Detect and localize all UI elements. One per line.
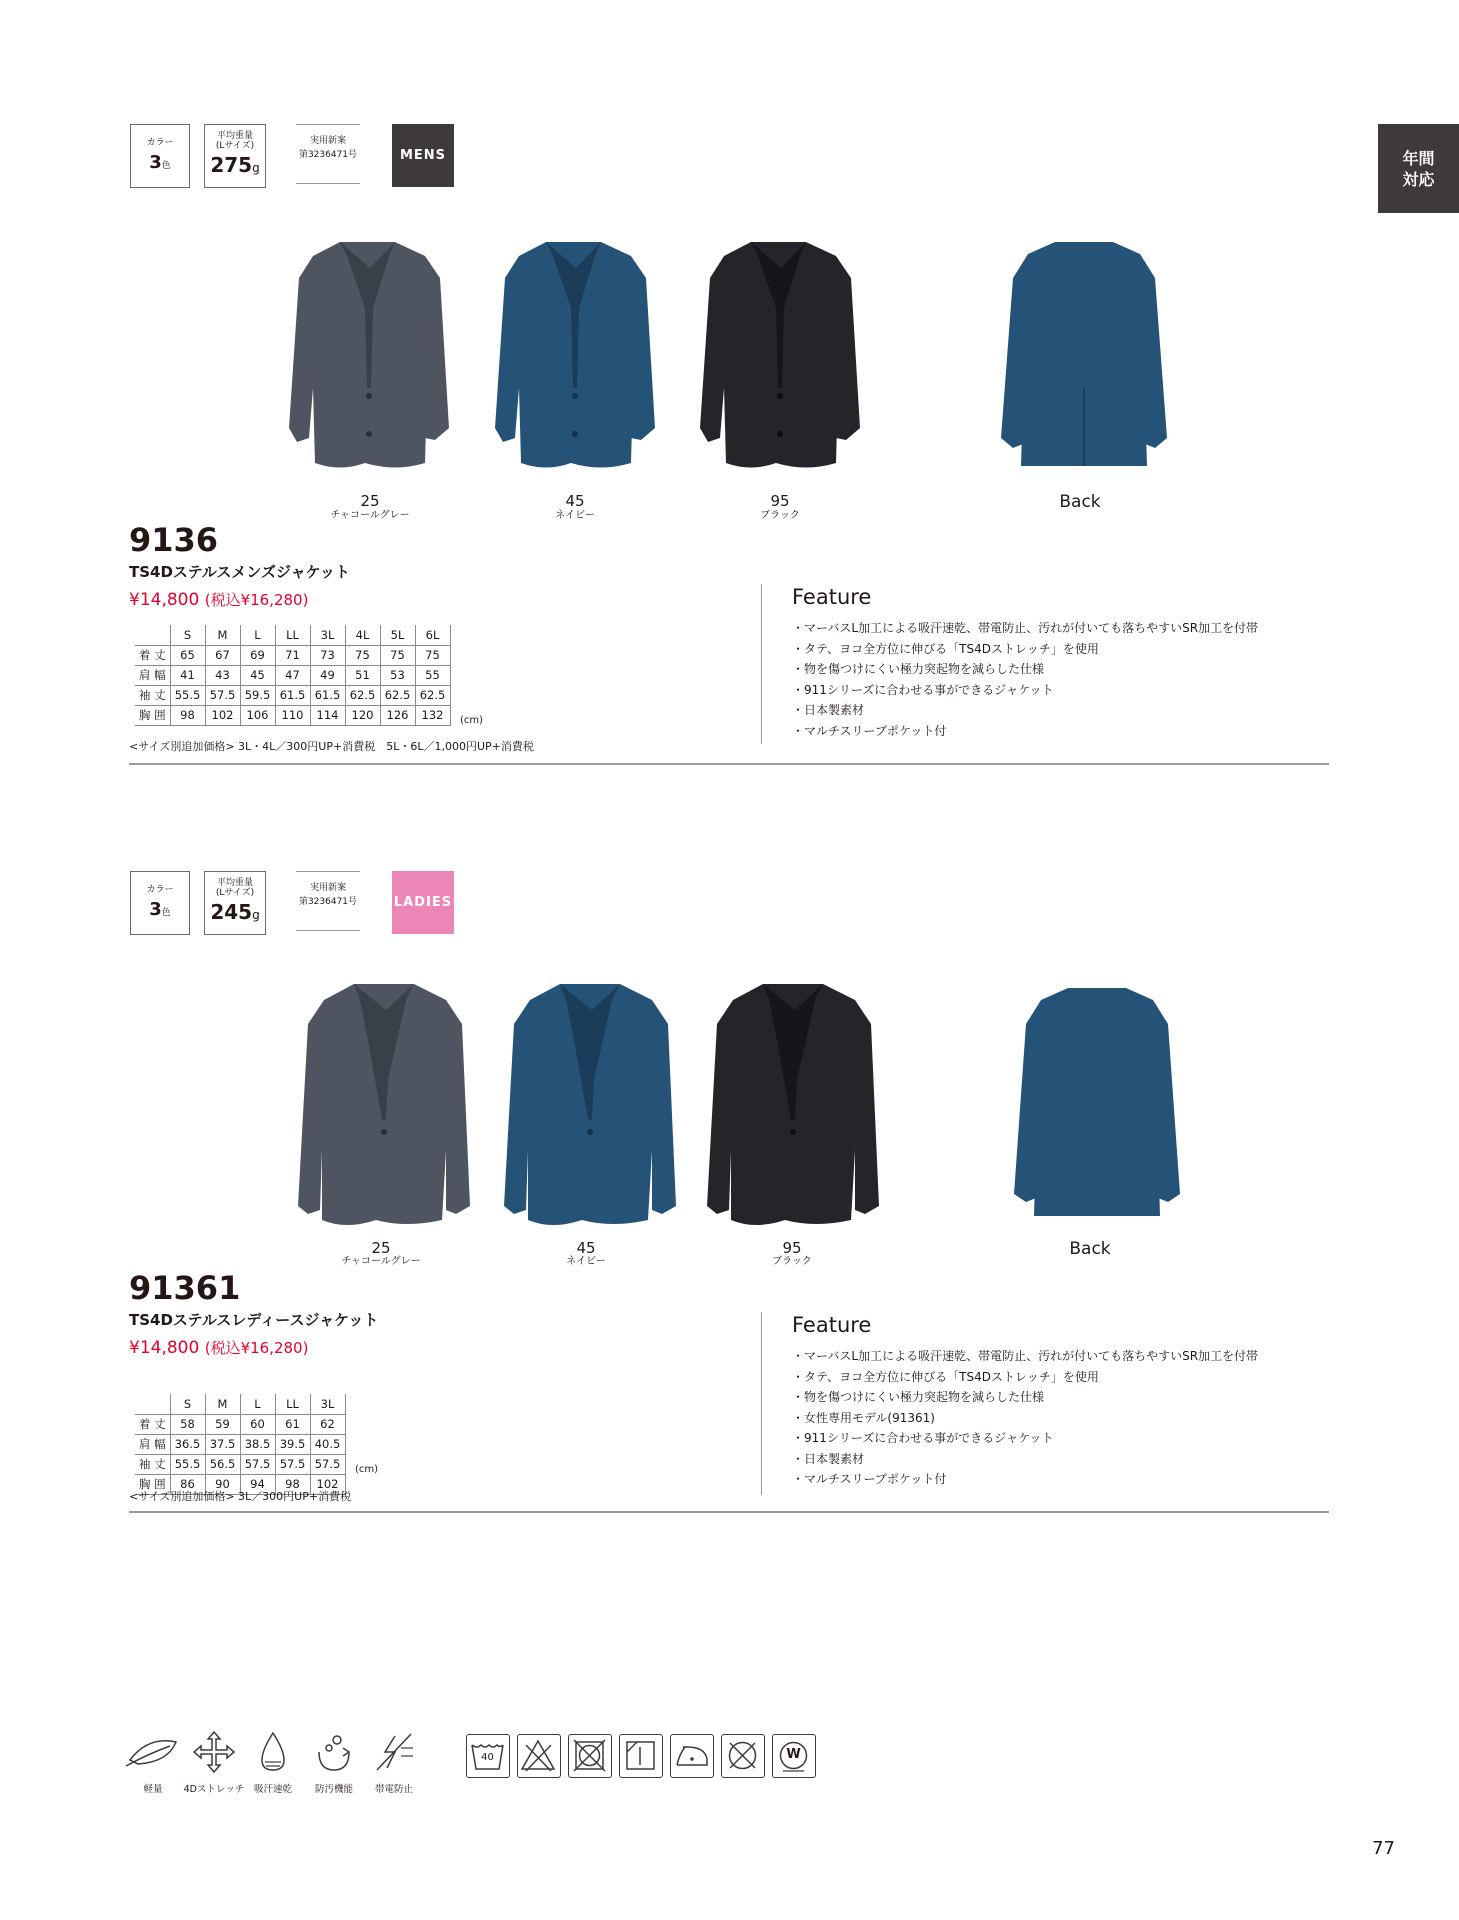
jacket-black-image — [696, 238, 866, 472]
color-name: ネイビー — [566, 1256, 606, 1267]
table-header: L — [240, 625, 275, 645]
table-row — [135, 1414, 345, 1434]
table-cell: 袖 丈 — [135, 685, 170, 705]
table-header: 6L — [415, 625, 450, 645]
table-cell: 36.5 — [170, 1434, 205, 1454]
table-cell: 肩 幅 — [135, 665, 170, 685]
color-name: ブラック — [772, 1256, 812, 1267]
weight-value: 275 — [210, 153, 253, 177]
function-label: 4Dストレッチ — [183, 1784, 245, 1795]
section-divider — [129, 763, 1329, 765]
table-cell: 60 — [240, 1414, 275, 1434]
size-table — [135, 625, 451, 726]
table-cell: 55.5 — [170, 1454, 205, 1474]
table-cell: 57.5 — [275, 1454, 310, 1474]
color-name: ネイビー — [555, 510, 595, 521]
feature-item: ・911シリーズに合わせる事ができるジャケット — [792, 1431, 1054, 1445]
table-cell: 37.5 — [205, 1434, 240, 1454]
feature-title: Feature — [792, 1313, 872, 1337]
color-count-box — [130, 871, 190, 935]
table-cell: 51 — [345, 665, 380, 685]
section-divider — [129, 1511, 1329, 1513]
table-cell: 55.5 — [170, 685, 205, 705]
table-cell: 90 — [205, 1474, 240, 1494]
table-cell: 86 — [170, 1474, 205, 1494]
color-name: チャコールグレー — [330, 510, 410, 521]
patent-number: 第3236471号 — [298, 150, 358, 160]
weight-box — [204, 871, 266, 935]
anti-static-icon — [359, 1730, 429, 1774]
patent-number: 第3236471号 — [298, 897, 358, 907]
table-cell: 41 — [170, 665, 205, 685]
table-header: 3L — [310, 625, 345, 645]
table-cell: 102 — [310, 1474, 345, 1494]
function-label: 帯電防止 — [374, 1784, 413, 1795]
table-row — [135, 1454, 345, 1474]
jacket-black-image — [705, 980, 883, 1230]
size-unit: (cm) — [355, 1464, 379, 1475]
weight-value: 245 — [210, 900, 253, 924]
table-cell: 57.5 — [205, 685, 240, 705]
weight-unit: g — [252, 161, 260, 175]
color-number: 95 — [770, 492, 790, 510]
table-cell: 106 — [240, 705, 275, 725]
table-cell: 43 — [205, 665, 240, 685]
feature-item: ・マーバスL加工による吸汗速乾、帯電防止、汚れが付いても落ちやすいSR加工を付帯 — [792, 1349, 1259, 1363]
color-number: 45 — [565, 492, 585, 510]
table-header: S — [170, 625, 205, 645]
table-cell: 45 — [240, 665, 275, 685]
table-cell: 69 — [240, 645, 275, 665]
product-code: 9136 — [129, 521, 219, 559]
weight-sub: (Lサイズ) — [215, 141, 255, 151]
table-cell: 75 — [345, 645, 380, 665]
table-header: 4L — [345, 625, 380, 645]
feature-item: ・物を傷つけにくい極力突起物を減らした仕様 — [792, 662, 1045, 676]
price-value: ¥14,800 — [129, 1338, 200, 1358]
feature-item: ・マルチスリーブポケット付 — [792, 723, 947, 738]
no-dry-clean-icon — [721, 1734, 765, 1778]
weight-label: 平均重量 — [216, 878, 253, 888]
color-count-box — [130, 124, 190, 188]
color-name: チャコールグレー — [341, 1256, 421, 1267]
table-cell: 75 — [415, 645, 450, 665]
price — [129, 590, 308, 610]
patent-box — [296, 124, 360, 184]
color-count-suffix: 色 — [161, 908, 171, 918]
color-count-suffix: 色 — [161, 161, 171, 171]
feather-icon — [118, 1730, 188, 1774]
size-unit: (cm) — [460, 715, 484, 726]
price-value: ¥14,800 — [129, 590, 200, 610]
table-cell: 62.5 — [380, 685, 415, 705]
table-row — [135, 665, 450, 685]
table-cell: 62 — [310, 1414, 345, 1434]
weight-label: 平均重量 — [216, 131, 253, 141]
price-tax: (税込¥16,280) — [204, 1339, 309, 1357]
function-label: 防汚機能 — [314, 1784, 353, 1795]
patent-box — [296, 871, 360, 931]
color-number: 25 — [360, 492, 380, 510]
table-cell: 62.5 — [415, 685, 450, 705]
back-label: Back — [1069, 1239, 1111, 1259]
table-cell: 102 — [205, 705, 240, 725]
product-name: TS4Dステルスレディースジャケット — [129, 1311, 379, 1329]
table-row — [135, 685, 450, 705]
table-header: M — [205, 1394, 240, 1414]
table-cell: 57.5 — [240, 1454, 275, 1474]
table-cell: 98 — [170, 705, 205, 725]
table-cell: 132 — [415, 705, 450, 725]
table-cell: 62.5 — [345, 685, 380, 705]
table-header: S — [170, 1394, 205, 1414]
iron-low-icon — [670, 1734, 714, 1778]
table-cell: 59.5 — [240, 685, 275, 705]
table-cell: 114 — [310, 705, 345, 725]
table-cell: 56.5 — [205, 1454, 240, 1474]
wet-clean-icon — [772, 1734, 816, 1778]
feature-item: ・タテ、ヨコ全方位に伸びる「TS4Dストレッチ」を使用 — [792, 1369, 1099, 1384]
mens-badge: MENS — [392, 124, 454, 187]
color-count-value: 3 — [149, 899, 162, 920]
feature-title: Feature — [792, 585, 872, 609]
table-header — [135, 1394, 170, 1414]
table-header-row — [135, 625, 450, 645]
table-cell: 120 — [345, 705, 380, 725]
color-number: 25 — [371, 1239, 391, 1257]
water-drop-icon — [238, 1730, 308, 1774]
color-number: 45 — [576, 1239, 596, 1257]
table-row — [135, 705, 450, 725]
weight-sub: (Lサイズ) — [215, 888, 255, 898]
page-number: 77 — [1372, 1838, 1395, 1859]
table-cell: 49 — [310, 665, 345, 685]
table-header: LL — [275, 1394, 310, 1414]
feature-item: ・マーバスL加工による吸汗速乾、帯電防止、汚れが付いても落ちやすいSR加工を付帯 — [792, 621, 1259, 635]
wet-clean-letter: W — [786, 1747, 801, 1762]
table-cell: 75 — [380, 645, 415, 665]
jacket-back-image — [995, 238, 1173, 472]
feature-item: ・女性専用モデル(91361) — [792, 1410, 935, 1425]
table-cell: 98 — [275, 1474, 310, 1494]
wash-temperature: 40 — [481, 1752, 494, 1763]
color-name: ブラック — [760, 510, 800, 521]
table-cell: 61 — [275, 1414, 310, 1434]
weight-unit: g — [252, 908, 260, 922]
table-cell: 94 — [240, 1474, 275, 1494]
size-note: <サイズ別追加価格> 3L・4L／300円UP+消費税 5L・6L／1,000円UP+消費税 — [129, 740, 534, 753]
weight-box — [204, 124, 266, 188]
table-cell: 55 — [415, 665, 450, 685]
feature-item: ・日本製素材 — [792, 1451, 865, 1466]
table-header: L — [240, 1394, 275, 1414]
table-cell: 40.5 — [310, 1434, 345, 1454]
table-row — [135, 645, 450, 665]
table-cell: 着 丈 — [135, 645, 170, 665]
color-count-label: カラー — [146, 885, 174, 895]
feature-item: ・911シリーズに合わせる事ができるジャケット — [792, 682, 1054, 697]
table-cell: 39.5 — [275, 1434, 310, 1454]
color-count-value: 3 — [149, 152, 162, 173]
feature-item: ・物を傷つけにくい極力突起物を減らした仕様 — [792, 1390, 1045, 1404]
table-cell: 65 — [170, 645, 205, 665]
wash-40-icon — [466, 1734, 510, 1778]
patent-label: 実用新案 — [309, 883, 346, 893]
feature-item: ・マルチスリーブポケット付 — [792, 1472, 947, 1486]
table-cell: 61.5 — [310, 685, 345, 705]
season-tab: 年間 対応 — [1378, 124, 1459, 213]
table-cell: 71 — [275, 645, 310, 665]
jacket-charcoal-image — [285, 238, 455, 472]
feature-item: ・日本製素材 — [792, 703, 865, 717]
table-cell: 58 — [170, 1414, 205, 1434]
table-cell: 47 — [275, 665, 310, 685]
product-name: TS4Dステルスメンズジャケット — [129, 563, 350, 581]
table-cell: 袖 丈 — [135, 1454, 170, 1474]
feature-block — [761, 584, 1258, 744]
jacket-charcoal-image — [296, 980, 474, 1230]
color-number: 95 — [782, 1239, 802, 1257]
table-cell: 110 — [275, 705, 310, 725]
size-note: <サイズ別追加価格> 3L／300円UP+消費税 — [129, 1490, 352, 1503]
no-bleach-icon — [517, 1734, 561, 1778]
function-label: 吸汗速乾 — [253, 1784, 292, 1795]
table-cell: 126 — [380, 705, 415, 725]
jacket-back-image — [1008, 984, 1186, 1222]
feature-item: ・タテ、ヨコ全方位に伸びる「TS4Dストレッチ」を使用 — [792, 641, 1099, 656]
no-tumble-dry-icon — [568, 1734, 612, 1778]
color-count-label: カラー — [146, 138, 174, 148]
back-label: Back — [1059, 492, 1101, 512]
table-cell: 着 丈 — [135, 1414, 170, 1434]
table-cell: 59 — [205, 1414, 240, 1434]
jacket-navy-image — [502, 980, 680, 1230]
table-cell: 61.5 — [275, 685, 310, 705]
feature-block — [761, 1312, 1258, 1495]
price — [129, 1338, 308, 1358]
table-header: 3L — [310, 1394, 345, 1414]
table-header-row — [135, 1394, 345, 1414]
table-cell: 胸 囲 — [135, 705, 170, 725]
size-table — [135, 1394, 346, 1495]
patent-label: 実用新案 — [309, 136, 346, 146]
table-cell: 肩 幅 — [135, 1434, 170, 1454]
table-header: LL — [275, 625, 310, 645]
table-cell: 53 — [380, 665, 415, 685]
function-label: 軽量 — [143, 1784, 163, 1795]
table-header: 5L — [380, 625, 415, 645]
line-dry-shade-icon — [619, 1734, 663, 1778]
table-cell: 67 — [205, 645, 240, 665]
table-cell: 57.5 — [310, 1454, 345, 1474]
table-cell: 38.5 — [240, 1434, 275, 1454]
jacket-navy-image — [491, 238, 661, 472]
table-header: M — [205, 625, 240, 645]
table-header — [135, 625, 170, 645]
price-tax: (税込¥16,280) — [204, 591, 309, 609]
table-row — [135, 1434, 345, 1454]
ladies-badge: LADIES — [392, 871, 454, 934]
table-cell: 73 — [310, 645, 345, 665]
product-code: 91361 — [129, 1269, 241, 1307]
table-cell: 胸 囲 — [135, 1474, 170, 1494]
